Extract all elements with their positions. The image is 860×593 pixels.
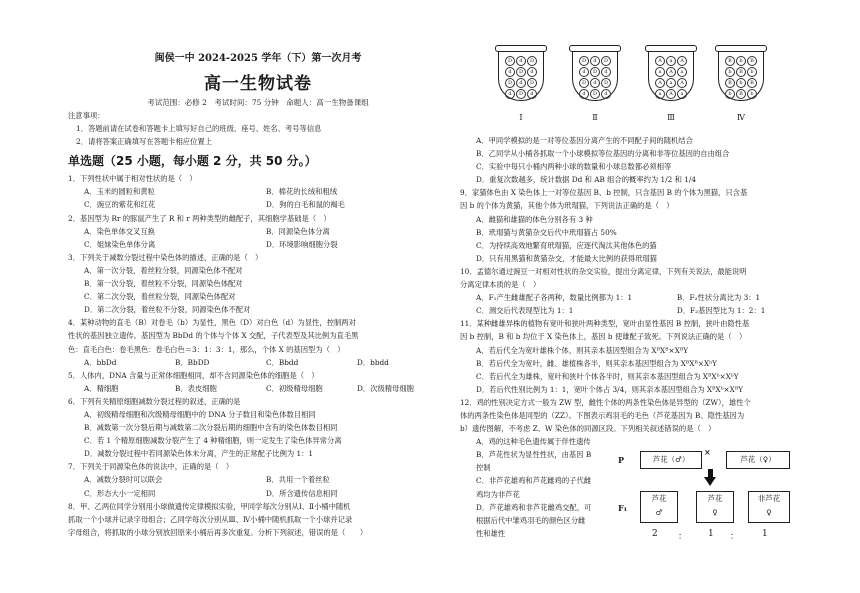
option: C．若 1 个精原细胞减数分裂产生了 4 种精细胞，则一定发生了染色体异常分离 <box>84 436 342 446</box>
ball-token: d <box>516 78 526 88</box>
q7-options <box>68 473 448 486</box>
down-arrow-icon <box>704 477 716 486</box>
ball-token: B <box>747 56 757 66</box>
beaker-label: Ⅲ <box>667 113 675 122</box>
ball-token: D <box>579 78 589 88</box>
ball-token: D <box>590 67 600 77</box>
option: B．表皮细胞 <box>175 383 217 393</box>
option: D．减数分裂过程中若同源染色体未分离，产生的正常配子比例为 1：1 <box>84 449 314 459</box>
q6-stem: 6．下列有关精原细胞减数分裂过程的叙述，正确的是 <box>68 396 241 406</box>
option: A．雌猫和雄猫的体色分别各有 3 种 <box>476 214 593 224</box>
ball-token: a <box>666 78 676 88</box>
f1-label: F₁ <box>618 503 628 514</box>
beaker-cup <box>498 50 544 101</box>
cross-sign: × <box>704 447 711 458</box>
q4-stem: 4．某种动物的直毛（B）对卷毛（b）为显性，黑色（D）对白色（d）为显性，控制两对 <box>68 318 356 328</box>
option: B．共用一个着丝粒 <box>266 475 330 485</box>
ball-token: a <box>655 67 665 77</box>
ratio-value: 1 <box>762 529 768 540</box>
ball-token: d <box>590 78 600 88</box>
option: C．测交后代表现型比为 1：1 <box>476 306 574 316</box>
beaker-figure <box>460 38 800 134</box>
q2-options <box>68 225 448 238</box>
beaker-cup <box>648 50 694 101</box>
option: A．减数分裂时可以联会 <box>84 475 163 485</box>
ball-token: D <box>527 78 537 88</box>
beaker-balls <box>505 56 537 97</box>
option: C．第二次分裂，着丝粒分裂，同源染色体配对 <box>84 292 236 302</box>
option: C．为持续高效地繁育玳瑁猫，应逐代淘汰其他体色的猫 <box>476 240 657 250</box>
q9-stem: 9．家猫体色由 X 染色体上一对等位基因 B、b 控制，只含基因 B 的个体为黑猫，只含基 <box>460 188 748 198</box>
q9-stem: 因 b 的个体为黄猫，其他个体为玳瑁猫，下列说法正确的是（ ） <box>460 201 674 211</box>
option: B．BbDD <box>175 357 210 367</box>
ball-token: d <box>527 67 537 77</box>
page-title: 高一生物试卷 <box>204 74 312 94</box>
q12-stem: b）遗传图解，不考虑 Z、W 染色体的同源区段。下列相关叙述错误的是（ ） <box>460 424 716 434</box>
option: D．若后代性别比例为 1：1，宽叶个体占 3/4，则其亲本基因型组合为 XᴮXᵇ×XᴮY <box>476 384 744 394</box>
option: D．芦花雄鸡和非芦花雌鸡交配，可 <box>476 502 592 512</box>
q12-body <box>460 435 800 555</box>
option: B．乙同学从小桶各抓取一个小球模拟等位基因的分离和非等位基因的自由组合 <box>476 149 730 159</box>
q7-stem: 7．下列关于同源染色体的说法中，正确的是（ ） <box>68 462 234 472</box>
arrow-stem <box>708 469 713 477</box>
note-item: 2．请将答案正确填写在答题卡相应位置上 <box>76 137 212 147</box>
ball-token: D <box>516 89 526 99</box>
ball-token: D <box>505 78 515 88</box>
option: 根据后代中雏鸡羽毛的颜色区分雌 <box>476 515 586 525</box>
ratio-value: 1 <box>708 529 714 540</box>
option: B．减数第一次分裂后期与减数第二次分裂后期的细胞中含有的染色体数目相同 <box>84 423 338 433</box>
ball-token: d <box>527 89 537 99</box>
beaker-balls <box>725 56 757 97</box>
ball-token: A <box>655 56 665 66</box>
option: B．若后代全为宽叶，雌、雄植株各半，则其亲本基因型组合为 XᴮXᴮ×XᵇY <box>476 358 717 368</box>
option: A．F₁产生雌雄配子各两种，数量比例都为 1：1 <box>476 293 633 303</box>
ball-token: A <box>677 78 687 88</box>
p-male-box: 芦花（♂） <box>640 451 702 469</box>
option: B．第一次分裂，着丝粒不分裂，同源染色体配对 <box>84 279 243 289</box>
option: D．次级精母细胞 <box>357 383 414 393</box>
ratio-sep: ： <box>678 532 688 543</box>
q8-stem: 8．甲、乙两位同学分别用小球做遗传定律模拟实验，甲同学每次分别从Ⅰ、Ⅱ小桶中随机 <box>68 501 351 511</box>
ball-token: B <box>725 78 735 88</box>
f1-offspring-box <box>640 491 678 523</box>
option: C．姐妹染色单体分离 <box>84 239 156 249</box>
option: C．豌豆的紫花和红花 <box>84 200 156 210</box>
option: D．所含遗传信息相同 <box>266 488 338 498</box>
option: A．精细胞 <box>84 383 119 393</box>
q1-options <box>68 198 448 211</box>
beaker-1 <box>496 38 546 122</box>
ball-token: A <box>655 78 665 88</box>
option: C．若后代全为雄株，宽叶和狭叶个体各半时，则其亲本基因型组合为 XᴮXᵇ×XᵇY <box>476 371 739 381</box>
ball-token: d <box>590 56 600 66</box>
q11-stem: 因 b 控制，B 和 b 均位于 X 染色体上，基因 b 使雄配子致死。下列说法正确的是（ ） <box>460 332 747 342</box>
q7-options <box>68 487 448 500</box>
q4-stem: 色：直毛白色：卷毛黑色：卷毛白色＝3：1：3：1，那么，个体 X 的基因型为（ ） <box>68 344 345 354</box>
cross-diagram <box>618 441 798 551</box>
notes-heading: 注意事项： <box>68 111 105 120</box>
beaker-2 <box>570 38 620 122</box>
offspring-name: 芦花 <box>707 494 723 504</box>
option: A．染色单体交叉互换 <box>84 226 155 236</box>
ball-token: D <box>601 78 611 88</box>
option: B．玳瑁猫与黄猫杂交后代中玳瑁猫占 50% <box>476 227 617 237</box>
option: D．bbdd <box>357 357 389 367</box>
option: C．形态大小一定相同 <box>84 488 156 498</box>
option: D．只有用黑猫和黄猫杂交，才能最大比例的获得玳瑁猫 <box>476 253 657 263</box>
ball-token: a <box>677 89 687 99</box>
q2-stem: 2．基因型为 Rr 的豚鼠产生了 R 和 r 两种类型的雌配子，其细胞学基础是（ ） <box>68 213 331 223</box>
option: D．狗的白毛和鼠的褐毛 <box>266 200 345 210</box>
option: A．若后代全为宽叶雄株个体，则其亲本基因型组合为 XᴮXᴮ×XᴮY <box>476 345 689 355</box>
ball-token: B <box>747 78 757 88</box>
option: B．F₂性状分离比为 3：1 <box>676 293 761 303</box>
q11-stem: 11．某种雌雄异株的植物有宽叶和狭叶两种类型，宽叶由显性基因 B 控制，狭叶由隐性基 <box>460 319 750 329</box>
beaker-4 <box>716 38 766 122</box>
offspring-sex: ♀ <box>712 508 718 518</box>
f1-offspring-box <box>748 491 790 523</box>
ball-token: a <box>677 67 687 77</box>
option: D．第二次分裂，着丝粒不分裂，同源染色体不配对 <box>84 305 251 315</box>
ball-token: d <box>505 67 515 77</box>
note-item: 1．答题前请在试卷和答题卡上填写好自己的班级、座号、姓名、考号等信息 <box>76 124 322 134</box>
ball-token: D <box>579 56 589 66</box>
offspring-sex: ♂ <box>655 508 663 518</box>
q12-stem: 12．鸡的性别决定方式一般为 ZW 型，雌性个体的两条性染色体是异型的（ZW），雄性个 <box>460 397 751 407</box>
ball-token: a <box>666 56 676 66</box>
beaker-label: Ⅰ <box>519 113 523 122</box>
option: A．鸡的这种毛色遗传属于伴性遗传 <box>476 437 591 447</box>
p-female-box: 芦花（♀） <box>726 451 790 469</box>
option: C．实验中每只小桶内两种小球的数量和小球总数都必须相等 <box>476 162 672 172</box>
ball-token: d <box>579 89 589 99</box>
q12-options <box>460 435 616 540</box>
offspring-name: 芦花 <box>651 494 667 504</box>
option: B．棉花的长绒和粗绒 <box>266 187 338 197</box>
ball-token: A <box>666 89 676 99</box>
ball-token: D <box>590 89 600 99</box>
ball-token: D <box>601 56 611 66</box>
q5-stem: 5．人体内，DNA 含量与正常体细胞相同，却不含同源染色体的细胞是（ ） <box>68 370 319 380</box>
ball-token: d <box>601 89 611 99</box>
ball-token: A <box>666 67 676 77</box>
q5-options <box>68 382 448 395</box>
q10-stem: 10．孟德尔通过豌豆一对相对性状的杂交实验，提出分离定律，下列有关说法，最能说明 <box>460 266 747 276</box>
option: A．甲同学模拟的是一对等位基因分离产生的不同配子间的随机结合 <box>476 136 693 145</box>
ball-token: b <box>747 67 757 77</box>
option: 鸡均为非芦花 <box>476 489 520 499</box>
right-column <box>460 38 800 555</box>
offspring-sex: ♀ <box>766 508 772 518</box>
option: A．初级精母细胞和次级精母细胞中的 DNA 分子数目和染色体数目相同 <box>84 409 316 419</box>
q8-stem: 抓取一个小球并记录字母组合；乙同学每次分别从Ⅲ、Ⅳ小桶中随机抓取一个小球并记录 <box>68 514 353 524</box>
option: B．同源染色体分离 <box>266 226 330 236</box>
q10-options <box>460 291 800 304</box>
option: D．重复次数越多，统计数据 Dd 和 AB 组合的概率约为 1/2 和 1/4 <box>476 175 696 185</box>
beaker-cup <box>718 50 764 101</box>
option: B．芦花性状为显性性状，由基因 B <box>476 450 592 460</box>
q3-stem: 3．下列关于减数分裂过程中染色体的描述，正确的是（ ） <box>68 252 263 262</box>
q4-options <box>68 356 448 369</box>
ball-token: D <box>527 56 537 66</box>
left-column <box>68 38 448 539</box>
ratio-sep: ： <box>730 532 740 543</box>
q1-stem: 1．下列性状中属于相对性状的是（ ） <box>68 174 197 184</box>
option: 性和雄性 <box>476 528 506 538</box>
q10-options <box>460 304 800 317</box>
beaker-balls <box>655 56 687 97</box>
beaker-3 <box>646 38 696 122</box>
q8-stem: 字母组合，将抓取的小球分别放回原来小桶后再多次重复。分析下列叙述，错误的是（ ） <box>68 527 368 537</box>
option: A．第一次分裂，着丝粒分裂，同源染色体不配对 <box>84 265 243 275</box>
ball-token: D <box>505 56 515 66</box>
ball-token: B <box>736 89 746 99</box>
section-title: 单选题（25 小题，每小题 2 分，共 50 分。） <box>68 154 317 169</box>
q2-options <box>68 238 448 251</box>
ball-token: d <box>579 67 589 77</box>
option: C．初级精母细胞 <box>266 383 323 393</box>
option: 控制 <box>476 463 491 473</box>
q12-stem: 体的两条性染色体是同型的（ZZ）。下图表示鸡羽毛的毛色（芦花基因为 B、隐性基因为 <box>460 410 745 420</box>
p-label: P <box>618 455 625 466</box>
ball-token: b <box>725 89 735 99</box>
ball-token: a <box>655 89 665 99</box>
q4-stem: 性状的基因独立遗传。基因型为 BbDd 的个体与个体 X 交配，子代表型及其比例为直毛黑 <box>68 331 359 341</box>
q1-options <box>68 185 448 198</box>
ball-token: A <box>677 56 687 66</box>
ball-token: B <box>725 56 735 66</box>
option: D．F₂基因型比为 1：2：1 <box>676 306 766 316</box>
ball-token: D <box>516 67 526 77</box>
ball-token: B <box>736 67 746 77</box>
ball-token: b <box>747 89 757 99</box>
ball-token: b <box>736 78 746 88</box>
option: A．玉米的圆粒和黄粒 <box>84 187 155 197</box>
option: D．环境影响细胞分裂 <box>266 239 338 249</box>
offspring-name: 非芦花 <box>757 494 781 504</box>
ratio-value: 2 <box>652 529 658 540</box>
school-header: 闽侯一中 2024-2025 学年（下）第一次月考 <box>154 53 362 64</box>
beaker-cup <box>572 50 618 101</box>
ball-token: d <box>505 89 515 99</box>
option: C．Bbdd <box>266 357 299 367</box>
ball-token: b <box>725 67 735 77</box>
ball-token: d <box>601 67 611 77</box>
q10-stem: 分离定律本质的是（ ） <box>460 280 541 290</box>
option: C．非芦花雄鸡和芦花雌鸡的子代雌 <box>476 476 592 486</box>
f1-offspring-box <box>696 491 734 523</box>
beaker-label: Ⅱ <box>592 113 598 122</box>
ball-token: b <box>736 56 746 66</box>
beaker-label: Ⅳ <box>737 113 745 122</box>
ball-token: d <box>516 56 526 66</box>
option: A．bbDd <box>84 357 117 367</box>
exam-meta: 考试范围：必修 2 考试时间：75 分钟 命题人：高一生物备课组 <box>147 98 369 107</box>
beaker-balls <box>579 56 611 97</box>
